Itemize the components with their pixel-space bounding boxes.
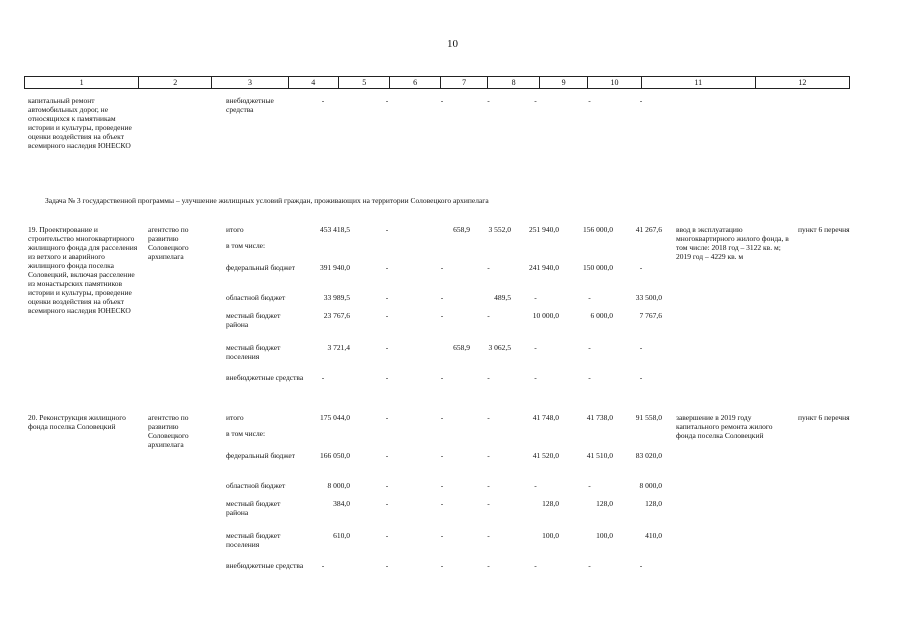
result-text: ввод в эксплуатацию многоквартирного жилого фонда, в том числе: 2018 год – 3122 кв. м; 2019 год – 4229 кв. м [676, 225, 789, 261]
value-cell: 384,0 [333, 499, 350, 508]
value-cell: 41 748,0 [532, 413, 559, 422]
value-cell: - [440, 373, 444, 382]
value-cell: 658,9 [453, 225, 470, 234]
header-col-3: 3 [212, 77, 288, 88]
value-cell: - [487, 481, 490, 490]
value-cell: - [321, 561, 325, 570]
value-cell: 100,0 [596, 531, 613, 540]
value-cell: - [440, 263, 444, 272]
value-cell: 156 000,0 [583, 225, 613, 234]
value-cell: - [385, 263, 389, 272]
task-title: Задача № 3 государственной программы – улучшение жилищных условий граждан, проживающих на территории Соловецкого архипелага [45, 196, 489, 205]
value-cell: - [440, 531, 444, 540]
value-cell: - [440, 481, 444, 490]
funding-source: внебюджетные средства [226, 561, 304, 570]
value-cell: - [588, 96, 591, 105]
header-col-8: 8 [488, 77, 539, 88]
value-cell: - [385, 293, 389, 302]
funding-source: в том числе: [226, 429, 266, 438]
value-cell: 166 050,0 [320, 451, 350, 460]
funding-source: местный бюджет поселения [226, 343, 281, 361]
value-cell: - [639, 96, 643, 105]
value-cell: - [534, 561, 537, 570]
funding-source: местный бюджет поселения [226, 531, 281, 549]
value-cell: 3 552,0 [488, 225, 511, 234]
value-cell: 83 020,0 [635, 451, 662, 460]
funding-source: областной бюджет [226, 481, 286, 490]
value-cell: - [321, 96, 325, 105]
value-cell: - [487, 531, 490, 540]
value-cell: - [588, 561, 591, 570]
value-cell: - [385, 561, 389, 570]
value-cell: - [639, 373, 643, 382]
value-cell: 8 000,0 [639, 481, 662, 490]
value-cell: 128,0 [542, 499, 559, 508]
funding-source: федеральный бюджет [226, 263, 296, 272]
value-cell: 33 500,0 [635, 293, 662, 302]
page-number: 10 [447, 38, 458, 50]
value-cell: 391 940,0 [320, 263, 350, 272]
value-cell: - [385, 343, 389, 352]
value-cell: - [385, 499, 389, 508]
executor: агентство по развитию Соловецкого архипелага [148, 225, 189, 261]
value-cell: - [487, 373, 490, 382]
header-col-7: 7 [441, 77, 489, 88]
value-cell: - [440, 499, 444, 508]
header-col-10: 10 [588, 77, 641, 88]
value-cell: - [588, 481, 591, 490]
header-col-2: 2 [139, 77, 212, 88]
value-cell: - [440, 451, 444, 460]
value-cell: - [487, 451, 490, 460]
value-cell: 128,0 [645, 499, 662, 508]
funding-source: итого [226, 225, 244, 234]
value-cell: 8 000,0 [327, 481, 350, 490]
value-cell: 91 558,0 [635, 413, 662, 422]
value-cell: 658,9 [453, 343, 470, 352]
value-cell: 3 721,4 [327, 343, 350, 352]
value-cell: - [487, 499, 490, 508]
value-cell: 489,5 [494, 293, 511, 302]
value-cell: - [385, 481, 389, 490]
reference: пункт 6 перечня [798, 225, 850, 234]
value-cell: - [440, 96, 444, 105]
header-col-12: 12 [798, 78, 807, 87]
header-col-6: 6 [390, 77, 440, 88]
value-cell: - [385, 311, 389, 320]
top-block-name: капитальный ремонт автомобильных дорог, не относящихся к памятникам истории и культуры, проведение оценки воздействия на объект всемирного наследия ЮНЕСКО [28, 96, 132, 150]
funding-source: областной бюджет [226, 293, 286, 302]
value-cell: 10 000,0 [532, 311, 559, 320]
header-col-11: 11 [642, 77, 756, 88]
top-block-source: внебюджетные средства [226, 96, 274, 114]
value-cell: 6 000,0 [590, 311, 613, 320]
value-cell: - [440, 293, 444, 302]
value-cell: 41 267,6 [635, 225, 662, 234]
funding-source: в том числе: [226, 241, 266, 250]
value-cell: - [385, 225, 389, 234]
activity-name: 19. Проектирование и строительство многоквартирного жилищного фонда для расселения из ветхого и аварийного жилищного фонда поселка Соловецкий, включая расселение из монастырских памятников истории и культуры, проведение оценки воздействия на объект всемирного наследия ЮНЕСКО [28, 225, 138, 315]
table-header-row [24, 76, 850, 89]
header-col-4: 4 [289, 77, 339, 88]
funding-source: местный бюджет района [226, 311, 281, 329]
value-cell: - [385, 451, 389, 460]
header-col-9: 9 [540, 77, 589, 88]
value-cell: - [534, 481, 537, 490]
executor: агентство по развитию Соловецкого архипелага [148, 413, 189, 449]
value-cell: 41 510,0 [586, 451, 613, 460]
value-cell: 3 062,5 [488, 343, 511, 352]
value-cell: 7 767,6 [639, 311, 662, 320]
value-cell: - [534, 96, 537, 105]
value-cell: 251 940,0 [529, 225, 559, 234]
value-cell: 410,0 [645, 531, 662, 540]
value-cell: - [440, 561, 444, 570]
value-cell: - [487, 413, 490, 422]
value-cell: - [440, 413, 444, 422]
value-cell: - [385, 96, 389, 105]
value-cell: - [588, 293, 591, 302]
value-cell: - [321, 373, 325, 382]
value-cell: 23 767,6 [323, 311, 350, 320]
value-cell: - [487, 263, 490, 272]
value-cell: - [487, 96, 490, 105]
value-cell: - [639, 561, 643, 570]
funding-source: федеральный бюджет [226, 451, 296, 460]
value-cell: - [385, 373, 389, 382]
value-cell: 41 520,0 [532, 451, 559, 460]
value-cell: - [588, 343, 591, 352]
value-cell: 150 000,0 [583, 263, 613, 272]
value-cell: - [534, 293, 537, 302]
value-cell: - [385, 413, 389, 422]
value-cell: - [487, 561, 490, 570]
header-col-1: 1 [25, 77, 139, 88]
activity-name: 20. Реконструкция жилищного фонда поселка Соловецкий [28, 413, 126, 431]
funding-source: итого [226, 413, 244, 422]
value-cell: - [534, 343, 537, 352]
value-cell: - [639, 343, 643, 352]
reference: пункт 6 перечня [798, 413, 850, 422]
value-cell: - [588, 373, 591, 382]
value-cell: - [534, 373, 537, 382]
value-cell: - [487, 311, 490, 320]
funding-source: местный бюджет района [226, 499, 281, 517]
value-cell: 175 044,0 [320, 413, 350, 422]
value-cell: 453 418,5 [320, 225, 350, 234]
funding-source: внебюджетные средства [226, 373, 304, 382]
value-cell: 41 738,0 [586, 413, 613, 422]
value-cell: 610,0 [333, 531, 350, 540]
header-col-5: 5 [339, 77, 390, 88]
result-text: завершение в 2019 году капитального ремонта жилого фонда поселка Соловецкий [676, 413, 773, 440]
value-cell: - [639, 263, 643, 272]
value-cell: 33 989,5 [323, 293, 350, 302]
value-cell: - [385, 531, 389, 540]
value-cell: 100,0 [542, 531, 559, 540]
value-cell: 128,0 [596, 499, 613, 508]
value-cell: - [440, 311, 444, 320]
value-cell: 241 940,0 [529, 263, 559, 272]
